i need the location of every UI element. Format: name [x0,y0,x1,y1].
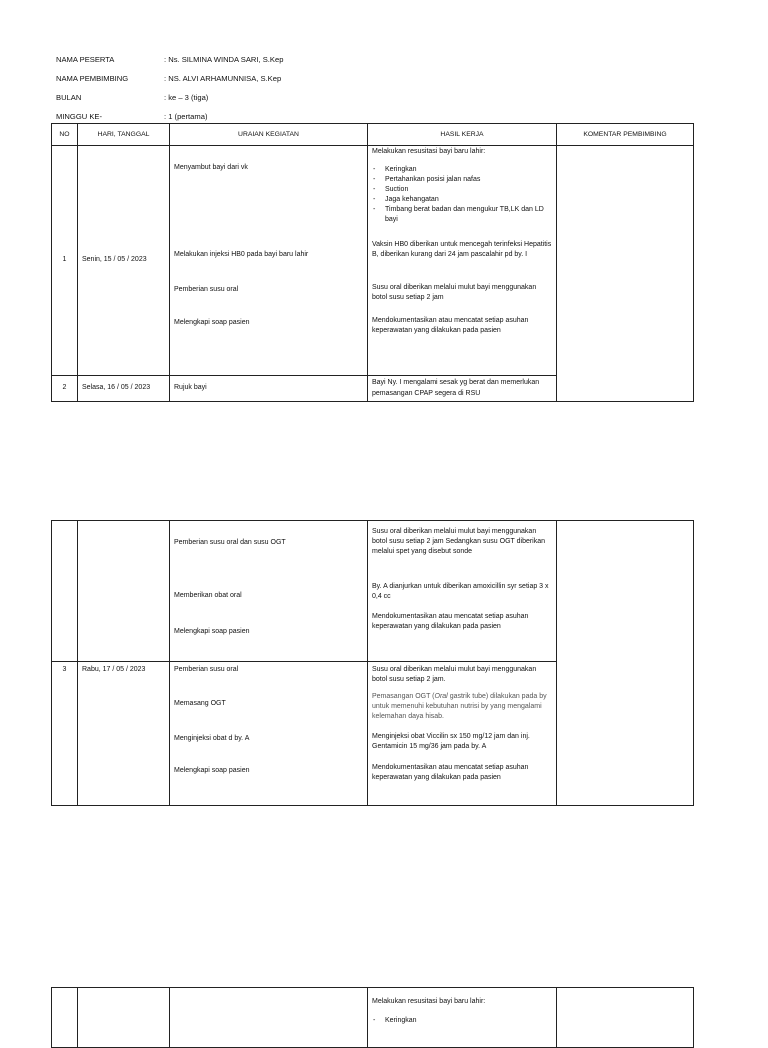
row-date [78,988,170,1048]
row-number [52,988,78,1048]
info-row-participant [56,56,283,75]
activity-table-page2 [51,520,694,806]
list-item: - Jaga kehangatan [372,195,552,205]
result-item: Susu oral diberikan melalui mulut bayi menggunakan botol susu setiap 2 jam Sedangkan susu OGT diberikan melalui spet yang disebut sonde [372,528,546,556]
col-header-activity: URAIAN KEGIATAN [170,124,368,146]
activity-item: Pemberian susu oral [174,286,239,293]
activity-item: Memberikan obat oral [174,592,242,599]
result-item: By. A dianjurkan untuk diberikan amoxicillin syr setiap 3 x 0,4 cc [372,583,549,601]
info-label: NAMA PESERTA [56,55,115,64]
result-cell [368,988,557,1048]
list-item: - Pertahankan posisi jalan nafas [372,175,552,185]
list-item: - Suction [372,185,552,195]
result-title: Melakukan resusitasi bayi baru lahir: [372,998,486,1005]
info-value: : NS. ALVI ARHAMUNNISA, S.Kep [164,74,282,83]
info-label: NAMA PEMBIMBING [56,74,129,83]
info-value: : Ns. SILMINA WINDA SARI, S.Kep [164,55,284,64]
activity-item: Menyambut bayi dari vk [174,164,248,171]
result-cell [368,662,557,806]
result-item: Susu oral diberikan melalui mulut bayi menggunakan botol susu setiap 2 jam. [372,666,537,684]
activity-item: Menginjeksi obat d by. A [174,735,250,742]
comment-cell [557,146,694,402]
col-header-no: NO [52,124,78,146]
activity-item: Rujuk bayi [170,376,368,402]
result-item [372,692,552,722]
text-span: Oral [434,693,448,700]
activity-cell [170,521,368,662]
row-date: Rabu, 17 / 05 / 2023 [78,662,170,806]
activity-item: Pemberian susu oral [174,666,239,673]
activity-cell [170,662,368,806]
table-row [52,988,694,1048]
info-label: BULAN [56,93,82,102]
table-header-row [52,124,694,146]
result-item: Susu oral diberikan melalui mulut bayi menggunakan botol susu setiap 2 jam [372,284,537,302]
info-value: : 1 (pertama) [164,112,208,121]
result-item: Mendokumentasikan atau mencatat setiap asuhan keperawatan yang dilakukan pada pasien [372,317,529,335]
info-row-supervisor [56,75,283,94]
result-item: Vaksin HB0 diberikan untuk mencegah terinfeksi Hepatitis B, diberikan kurang dari 24 jam pascalahir pd by. I [372,241,552,259]
activity-item: Melengkapi soap pasien [174,319,250,326]
col-header-result: HASIL KERJA [368,124,557,146]
result-cell [368,146,557,376]
activity-item: Melengkapi soap pasien [174,628,250,635]
activity-item: Memasang OGT [174,700,226,707]
row-date [78,521,170,662]
list-item: - Keringkan [372,1016,552,1026]
result-item: Mendokumentasikan atau mencatat setiap asuhan keperawatan yang dilakukan pada pasien [372,613,529,631]
row-date: Selasa, 16 / 05 / 2023 [78,376,170,402]
participant-info [56,56,283,132]
result-title: Melakukan resusitasi bayi baru lahir: [372,148,486,155]
result-item: Bayi Ny. I mengalami sesak yg berat dan memerlukan pemasangan CPAP segera di RSU [368,376,557,402]
info-label: MINGGU KE- [56,112,102,121]
result-block [372,147,552,225]
result-cell [368,521,557,662]
activity-item: Melakukan injeksi HB0 pada bayi baru lahir [174,251,309,258]
list-item: - Keringkan [372,165,552,175]
col-header-date: HARI, TANGGAL [78,124,170,146]
text-span: gastrik tube) dilakukan pada by untuk memenuhi kebutuhan nutrisi by yang mengalami kelemahan daya hisab. [372,693,547,721]
activity-item: Pemberian susu oral dan susu OGT [174,539,286,546]
row-number: 3 [52,662,78,806]
activity-cell [170,988,368,1048]
row-number: 1 [52,146,78,376]
result-item: Mendokumentasikan atau mencatat setiap asuhan keperawatan yang dilakukan pada pasien [372,764,529,782]
col-header-comment: KOMENTAR PEMBIMBING [557,124,694,146]
info-row-month [56,94,283,113]
activity-table-page3 [51,987,694,1048]
activity-cell [170,146,368,376]
info-value: : ke – 3 (tiga) [164,93,209,102]
row-number: 2 [52,376,78,402]
result-list [372,165,552,225]
table-row [52,521,694,662]
result-item: Menginjeksi obat Viccilin sx 150 mg/12 jam dan inj. Gentamicin 15 mg/36 jam pada by. A [372,733,530,751]
table-row [52,146,694,376]
activity-table-page1 [51,123,694,402]
comment-cell [557,521,694,806]
row-date: Senin, 15 / 05 / 2023 [78,146,170,376]
text-span: Pemasangan OGT ( [372,693,435,700]
result-list [372,1016,552,1026]
list-item: - Timbang berat badan dan mengukur TB,LK dan LD bayi [372,205,552,225]
activity-item: Melengkapi soap pasien [174,767,250,774]
comment-cell [557,988,694,1048]
row-number [52,521,78,662]
